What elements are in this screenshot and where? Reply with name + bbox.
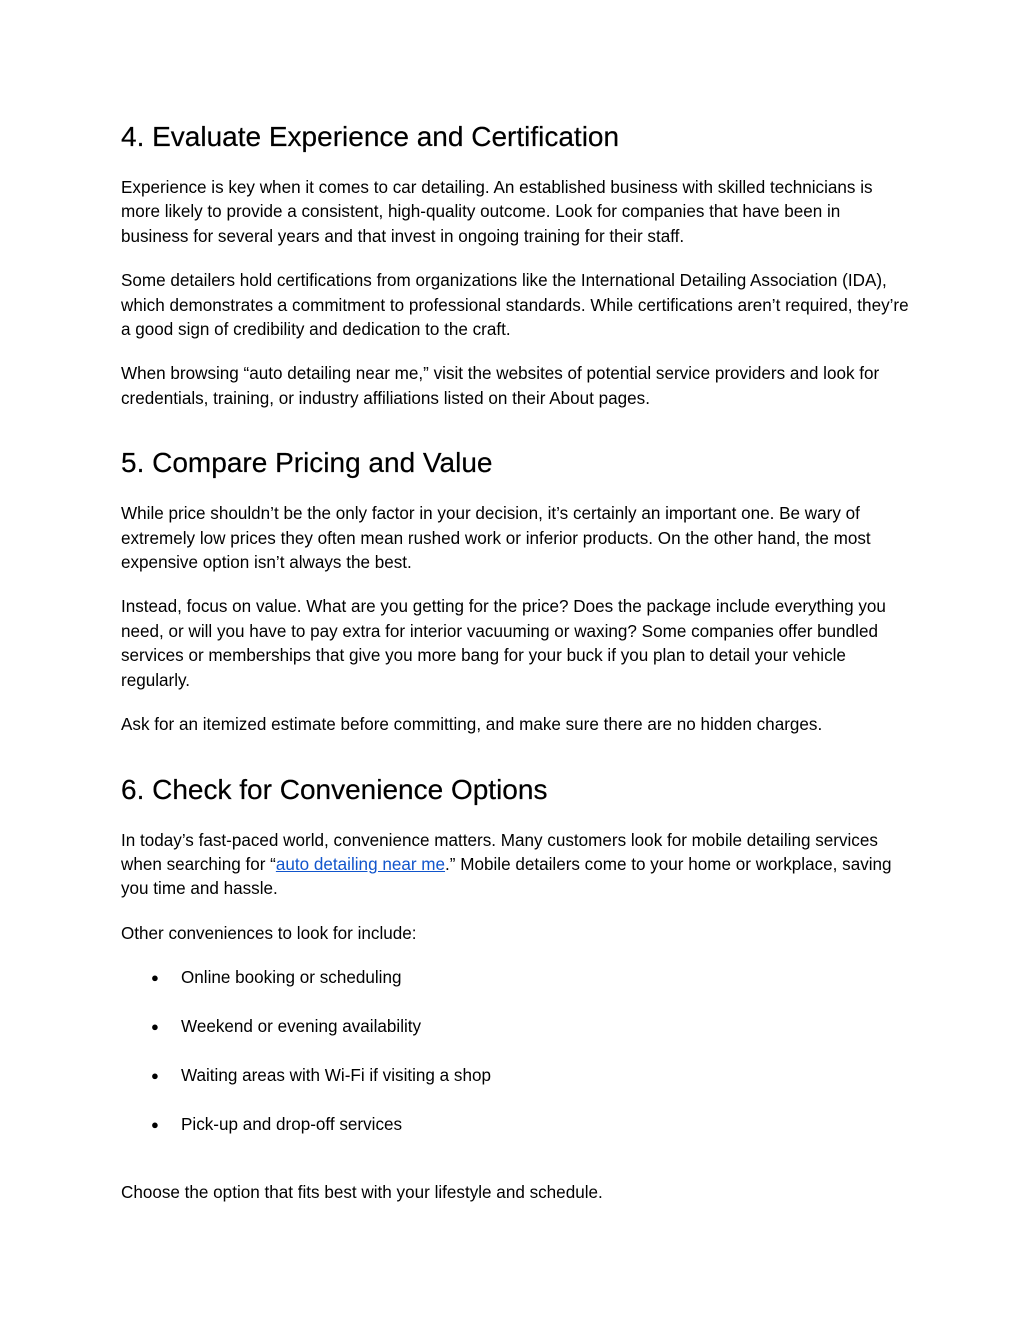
convenience-text-after-link: .” Mobile detailers come to your home or workplace, saving you time and hassle. <box>121 854 892 899</box>
experience-paragraph-1: Experience is key when it comes to car detailing. An established business with skilled technicians is more likely to provide a consistent, high-quality outcome. Look for companies that have been in business for several years and that invest in ongoing training for their staff. <box>121 178 873 246</box>
list-item <box>121 1064 911 1088</box>
list-item-text: Weekend or evening availability <box>181 1017 422 1037</box>
bullet-icon: ● <box>151 1067 159 1083</box>
section-heading-convenience: 6. Check for Convenience Options <box>121 773 548 805</box>
list-item-text: Waiting areas with Wi-Fi if visiting a shop <box>181 1065 491 1085</box>
conveniences-list-intro: Other conveniences to look for include: <box>121 923 417 943</box>
section-heading-pricing: 5. Compare Pricing and Value <box>121 447 493 479</box>
convenience-paragraph-1 <box>121 829 911 902</box>
bullet-icon: ● <box>151 1116 159 1132</box>
list-item-text: Pick-up and drop-off services <box>181 1114 403 1134</box>
closing-paragraph: Choose the option that fits best with your lifestyle and schedule. <box>121 1183 603 1203</box>
list-item-text: Online booking or scheduling <box>181 968 402 988</box>
experience-paragraph-3: When browsing “auto detailing near me,” visit the websites of potential service providers and look for credentials, training, or industry affiliations listed on their About pages. <box>121 364 880 408</box>
document-page <box>121 118 911 1206</box>
bullet-icon: ● <box>151 1019 159 1035</box>
conveniences-list <box>121 966 911 1137</box>
experience-paragraph-2: Some detailers hold certifications from organizations like the International Detailing Association (IDA), which demonstrates a commitment to professional standards. While certifications aren’t required, they’re a good sign of credibility and dedication to the craft. <box>121 271 909 340</box>
section-heading-experience: 4. Evaluate Experience and Certification <box>121 121 620 152</box>
auto-detailing-near-me-link[interactable]: auto detailing near me <box>275 854 446 874</box>
list-item <box>121 966 911 990</box>
list-item <box>121 1113 911 1137</box>
bullet-icon: ● <box>151 970 159 986</box>
convenience-text-before-link: In today’s fast-paced world, convenience matters. Many customers look for mobile detailing services when searching for “ <box>121 830 878 874</box>
pricing-paragraph-2: Instead, focus on value. What are you getting for the price? Does the package include everything you need, or will you have to pay extra for interior vacuuming or waxing? Some companies offer bundled services or memberships that give you more bang for your buck if you plan to detail your vehicle regularly. <box>121 597 886 690</box>
pricing-paragraph-1: While price shouldn’t be the only factor in your decision, it’s certainly an important one. Be wary of extremely low prices they often mean rushed work or inferior products. On the other hand, the most expensive option isn’t always the best. <box>121 504 871 573</box>
pricing-paragraph-3: Ask for an itemized estimate before committing, and make sure there are no hidden charges. <box>121 715 823 735</box>
list-item <box>121 1015 911 1039</box>
